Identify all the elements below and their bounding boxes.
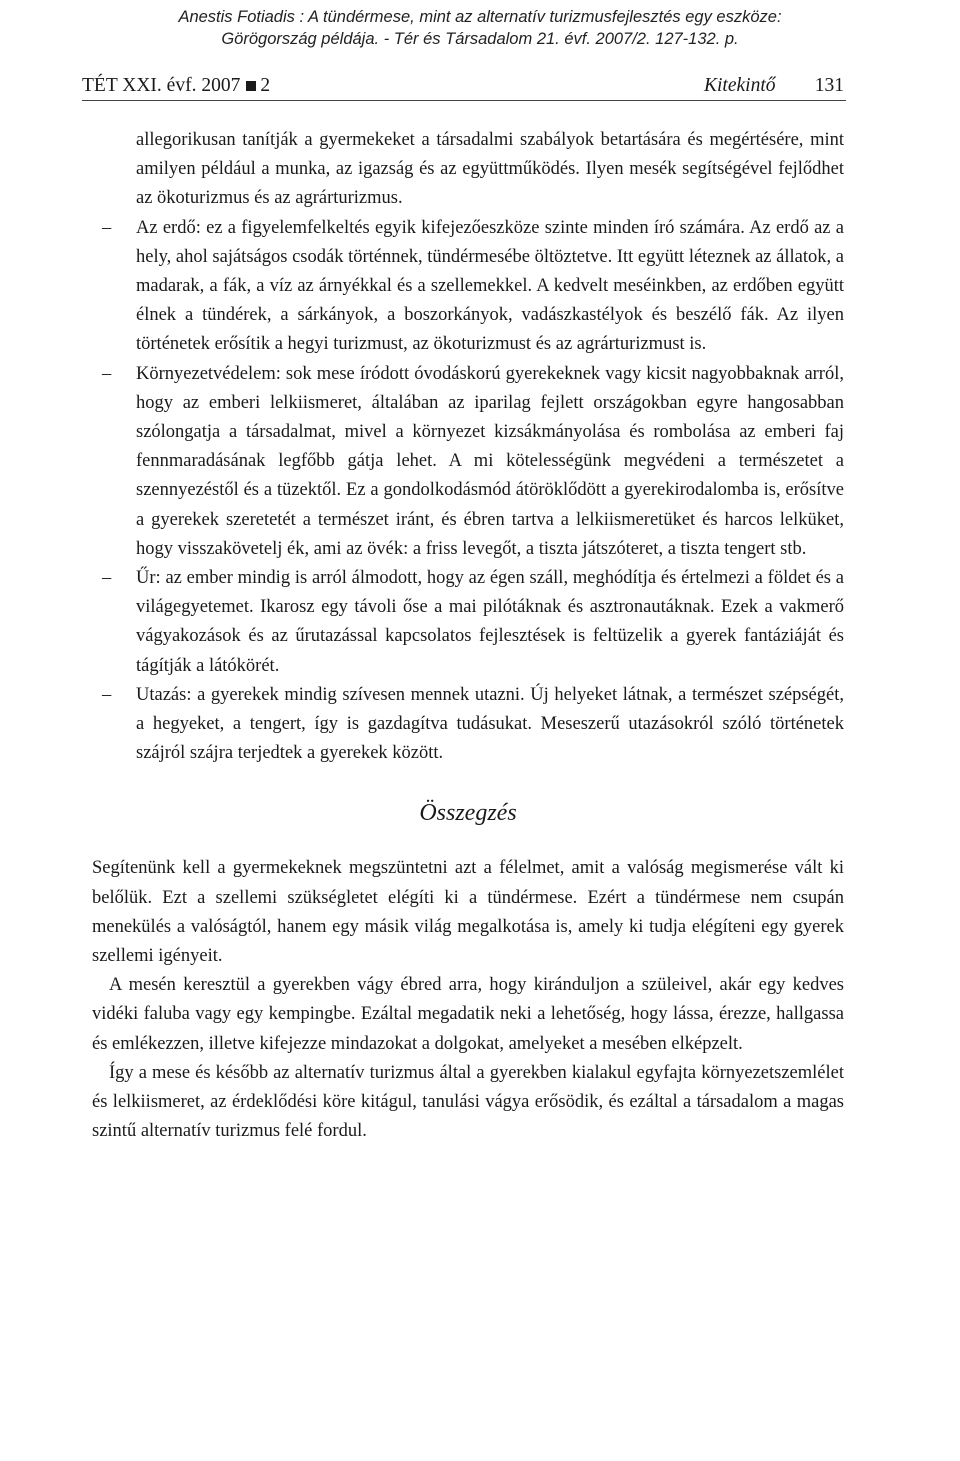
list-item-text: Az erdő: ez a figyelemfelkeltés egyik kifejezőeszköze szinte minden író számára. Az erdő az a hely, ahol sajátságos csodák történnek, tündérmesébe öltöztetve. Itt együtt léteznek az állatok, a madarak, a fák, a víz az árnyékkal és a szellemekkel. A kedvelt meséinkben, az erdőben együtt élnek a tündérek, a sárkányok, a boszorkányok, vadászkastélyok és beszélő fák. Az ilyen történetek erősítik a hegyi turizmust, az ökoturizmust és az agrárturizmust is. bbox=[136, 217, 844, 355]
citation-line-2: Görögország példája. - Tér és Társadalom 21. évf. 2007/2. 127-132. p. bbox=[221, 30, 739, 48]
list-item-forest bbox=[92, 214, 844, 360]
issue-number: 2 bbox=[260, 75, 271, 96]
square-bullet-icon bbox=[246, 81, 256, 91]
running-header bbox=[82, 72, 846, 101]
continuation-paragraph: allegorikusan tanítják a gyermekeket a társadalmi szabályok betartására és megértésére, mint amilyen például a munka, az igazság és az együttműködés. Ilyen mesék segítségével fejlődhet az ökoturizmus és az agrárturizmus. bbox=[136, 130, 844, 209]
list-item-text: Űr: az ember mindig is arról álmodott, hogy az égen száll, meghódítja és értelmezi a földet és a világegyetemet. Ikarosz egy távoli őse a mai pilótáknak és asztronautáknak. Ezek a vakmerő vágyakozások és az űrutazással kapcsolatos fejlesztések is feltüzelik a gyerek fantáziáját és tágítják a látókörét. bbox=[136, 568, 844, 676]
dash-bullet: – bbox=[102, 363, 112, 384]
dash-bullet: – bbox=[102, 217, 112, 238]
list-item-environment bbox=[92, 360, 844, 564]
citation-header bbox=[0, 6, 960, 50]
journal-name: TÉT XXI. évf. 2007 bbox=[82, 75, 241, 96]
summary-paragraph-2: A mesén keresztül a gyerekben vágy ébred arra, hogy kiránduljon a szüleivel, akár egy kedves vidéki faluba vagy egy kempingbe. Ezáltal megadatik neki a lehetőség, hogy lássa, érezze, hallgassa és emlékezzen, illetve kifejezze mindazokat a dolgokat, amelyeket a mesében elképzelt. bbox=[92, 975, 844, 1054]
citation-line-1: Anestis Fotiadis : A tündérmese, mint az alternatív turizmusfejlesztés egy eszköze: bbox=[178, 8, 782, 26]
dash-bullet: – bbox=[102, 684, 112, 705]
list-item-text: Utazás: a gyerekek mindig szívesen mennek utazni. Új helyeket látnak, a természet szépségét, a hegyeket, a tengert, így is gazdagítva tudásukat. Meseszerű utazásokról szóló történetek szájról szájra terjedtek a gyerekek között. bbox=[136, 684, 844, 764]
list-item-space bbox=[92, 564, 844, 681]
summary-paragraph-3: Így a mese és később az alternatív turizmus által a gyerekben kialakul egyfajta környezetszemlélet és lelkiismeret, az érdeklődési köre kitágul, tanulási vágya erősödik, és ezáltal a társadalom a magas szintű alternatív turizmus felé fordul. bbox=[92, 1062, 844, 1142]
section-name: Kitekintő bbox=[704, 75, 776, 96]
dash-bullet: – bbox=[102, 568, 112, 589]
page-number: 131 bbox=[814, 75, 844, 96]
section-heading: Összegzés bbox=[419, 800, 517, 827]
summary-paragraph-1: Segítenünk kell a gyermekeknek megszüntetni azt a félelmet, amit a valóság megismerése vált ki belőlük. Ezt a szellemi szükségletet elégíti ki a tündérmese. Ezért a tündérmese nem csupán menekülés a valóságtól, hanem egy másik világ megalkotása is, amely ki tudja elégíteni egy gyerek szellemi igényeit. bbox=[92, 858, 844, 967]
article-body bbox=[92, 126, 844, 1147]
list-item-text: Környezetvédelem: sok mese íródott óvodáskorú gyerekeknek vagy kicsit nagyobbaknak arról, hogy az emberi lelkiismeret, általában az iparilag fejlett országokban egyre hangosabban szólongatja a társadalmat, mivel a környezet kizsákmányolása és rombolása az emberi faj fennmaradásának legfőbb gátja lehet. A mi kötelességünk megvédeni a természetet a szennyezéstől és a tüzektől. Ez a gondolkodásmód átöröklődött a gyerekirodalomba is, erősítve a gyerekek szeretetét a természet iránt, és ébren tartva a lelkiismeretüket és harcos lelküket, hogy visszakövetelj ék, ami az övék: a friss levegőt, a tiszta játszóteret, a tiszta tengert stb. bbox=[136, 363, 844, 559]
journal-info bbox=[82, 72, 270, 100]
list-item-travel bbox=[92, 681, 844, 769]
